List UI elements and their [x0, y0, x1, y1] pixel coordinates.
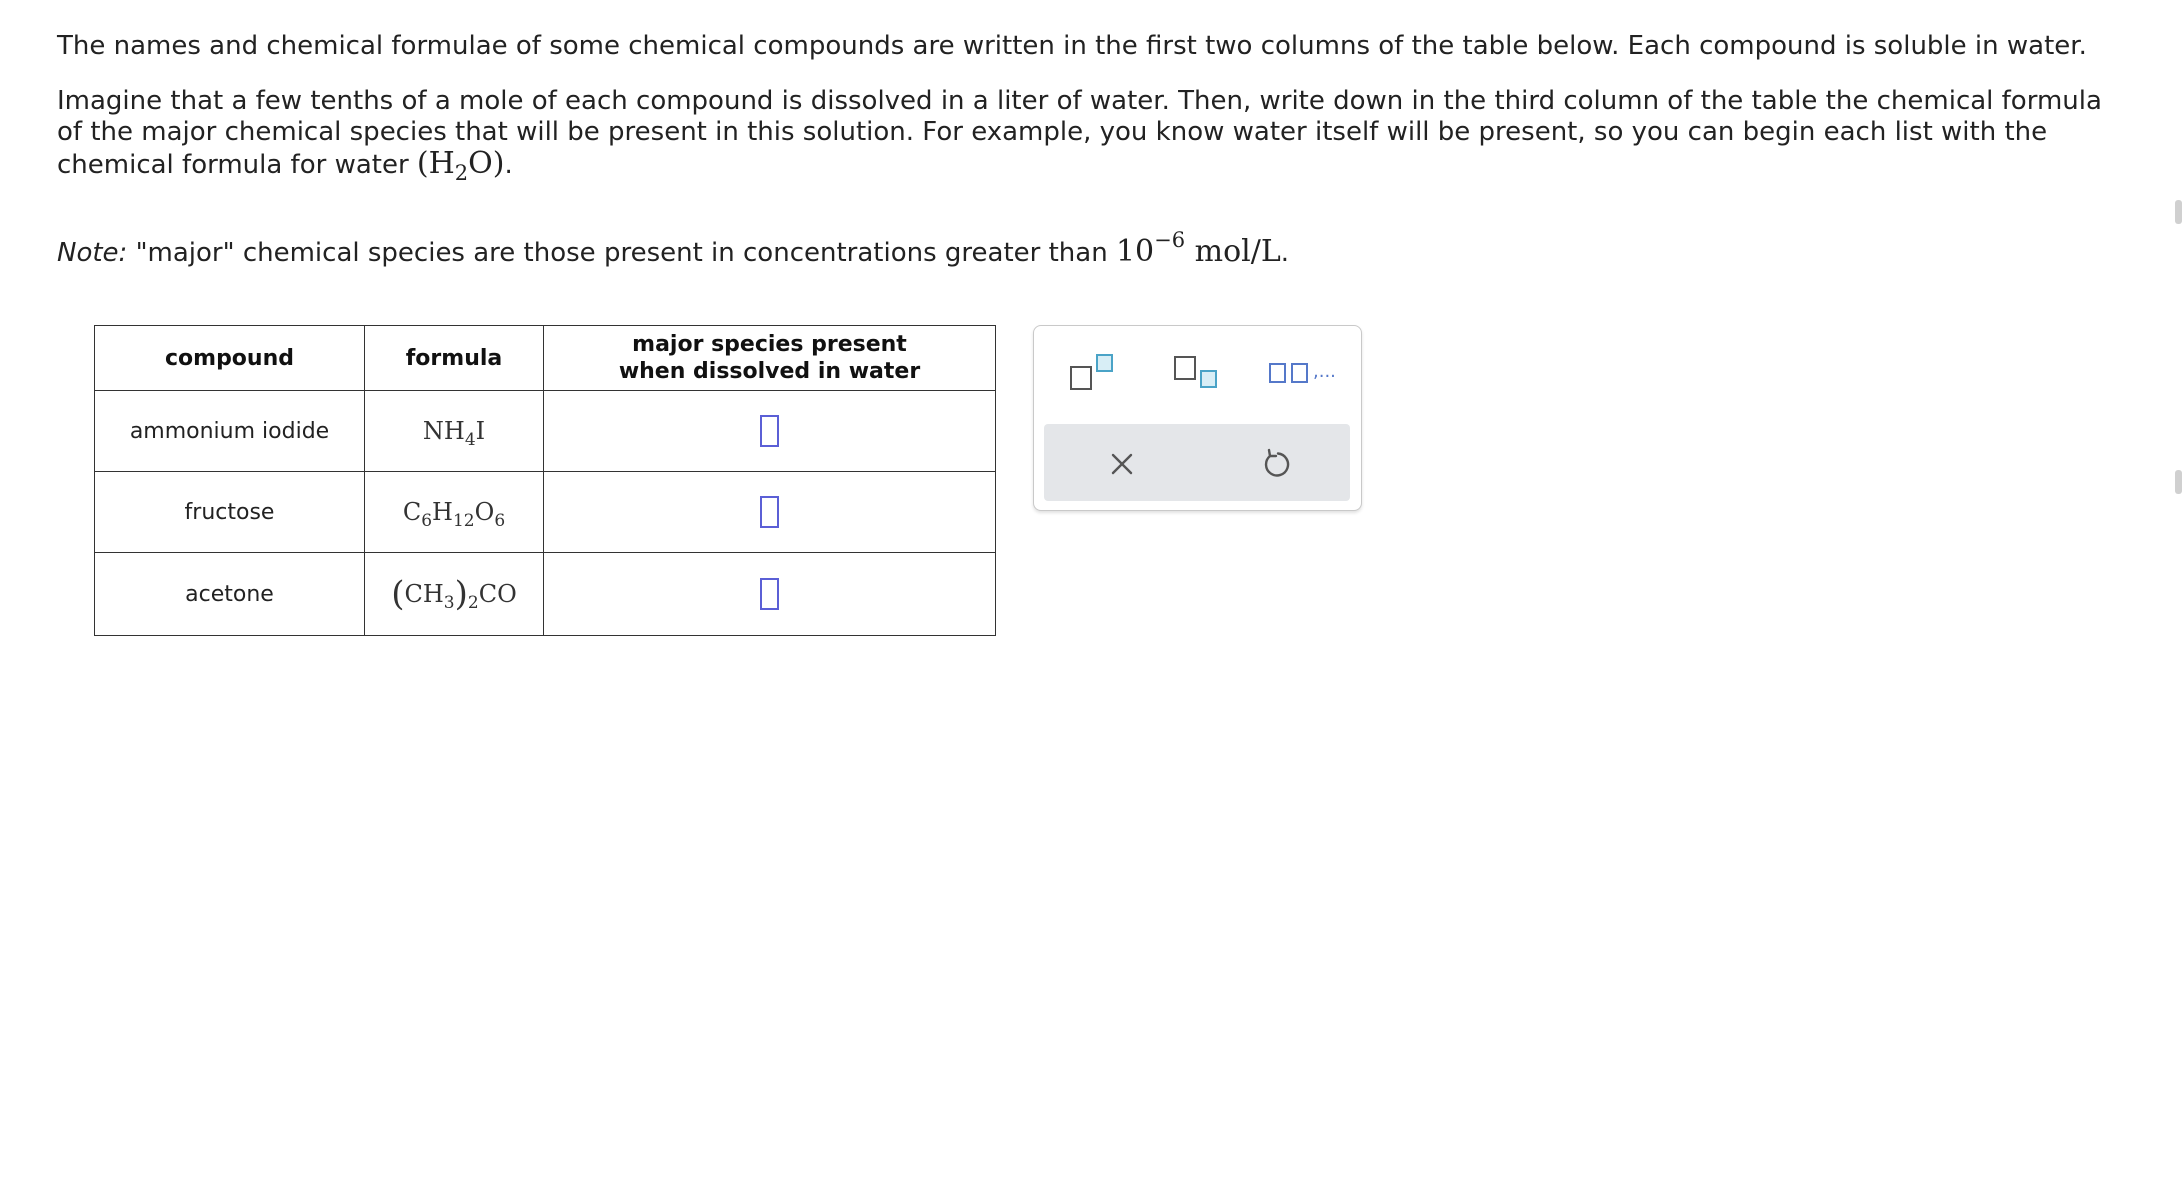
formula-part: )	[454, 574, 468, 614]
table-row	[95, 553, 996, 636]
formula-part: 6	[494, 511, 506, 531]
note-text: "major" chemical species are those present in concentrations greater than	[127, 238, 1116, 268]
answer-cell	[544, 391, 996, 472]
answer-input-box[interactable]	[760, 496, 779, 528]
note-end: .	[1280, 238, 1290, 268]
formula-part: 6	[421, 511, 433, 531]
formula-part: I	[475, 417, 486, 445]
formula-part: O	[474, 498, 495, 526]
formula-part: H	[432, 498, 453, 526]
answer-input-box[interactable]	[760, 415, 779, 447]
instructions-paragraph-1: The names and chemical formulae of some chemical compounds are written in the first two columns of the table below. Each compound is soluble in water.	[57, 31, 2087, 61]
formula-part: C	[402, 498, 422, 526]
subscript-icon	[1174, 356, 1196, 380]
answer-input-box[interactable]	[760, 578, 779, 610]
table-row	[95, 391, 996, 472]
table-header-row	[95, 326, 996, 391]
formula-part: CO	[478, 580, 517, 608]
formula-part: NH	[422, 417, 465, 445]
formula-part: CH	[404, 580, 444, 608]
input-palette	[1033, 325, 1362, 511]
note-paragraph	[57, 228, 2117, 269]
formula-part: 3	[443, 593, 455, 613]
undo-button[interactable]	[1256, 444, 1296, 484]
compound-formula	[365, 472, 544, 553]
header-compound: compound	[95, 326, 365, 391]
note-label: Note:	[57, 238, 128, 268]
compound-name: fructose	[95, 472, 365, 553]
undo-icon	[1256, 444, 1296, 484]
list-icon	[1269, 363, 1286, 383]
clear-button[interactable]	[1102, 444, 1142, 484]
instructions-paragraph-2-end: .	[504, 150, 513, 180]
answer-cell	[544, 472, 996, 553]
compound-name: acetone	[95, 553, 365, 636]
species-table	[94, 325, 996, 636]
formula-part: (	[391, 574, 405, 614]
compound-formula	[365, 553, 544, 636]
instructions-paragraph-2-text: Imagine that a few tenths of a mole of each compound is dissolved in a liter of water. Then, write down in the third column of the table the chemical formula of the major chemical species that will be present in this solution. For example, you know water itself will be present, so you can begin each list with the chemical formula for water	[57, 86, 2102, 180]
superscript-icon	[1070, 366, 1092, 390]
header-major-species: major species present when dissolved in water	[544, 326, 996, 391]
instructions-paragraph-2	[57, 86, 2117, 185]
page-edge-marker	[2175, 470, 2182, 494]
concentration-threshold: $10^{-6}$ mol/L	[1115, 228, 1281, 269]
close-icon	[1102, 444, 1142, 484]
formula-part: 4	[464, 430, 476, 450]
compound-formula	[365, 391, 544, 472]
superscript-button[interactable]	[1070, 354, 1120, 394]
formula-part: 2	[467, 593, 479, 613]
answer-cell	[544, 553, 996, 636]
formula-part: 12	[452, 511, 475, 531]
table-row	[95, 472, 996, 553]
page-edge-marker	[2175, 200, 2182, 224]
compound-name: ammonium iodide	[95, 391, 365, 472]
palette-action-bar	[1044, 424, 1350, 501]
water-formula: $(H_2O)$	[416, 146, 505, 185]
header-formula: formula	[365, 326, 544, 391]
list-button[interactable]: ,...	[1269, 358, 1341, 392]
subscript-button[interactable]	[1174, 354, 1224, 394]
